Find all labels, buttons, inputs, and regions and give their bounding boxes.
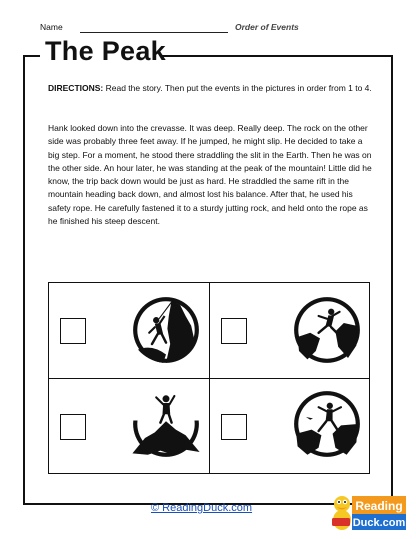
directions — [48, 82, 373, 95]
picture-cell — [49, 379, 210, 473]
climber-summit-icon — [131, 389, 201, 459]
climber-rope-icon — [131, 295, 201, 365]
story-text: Hank looked down into the crevasse. It was deep. Really deep. The rock on the other side was probably three feet away. If he jumped, he might slip. He decided to take a big step. For a moment, he stood there straddling the slit in the Earth. Then he was on the other side. An hour later, he was standing at the peak of the mountain! Little did he know, the trip back down would be just as hard. He straddled the same rift in the mountain heading back down, and almost lost his balance. After that, he used his safety rope. He carefully fastened it to a sturdy jutting rock, and held onto the rope as he finished his steep descent. — [48, 123, 372, 227]
picture-cell — [49, 283, 210, 379]
answer-box[interactable] — [221, 318, 247, 344]
logo-text-duck: Duck.com — [352, 517, 406, 529]
reading-duck-logo — [328, 488, 408, 534]
picture-cell — [210, 379, 369, 473]
answer-box[interactable] — [60, 318, 86, 344]
directions-text: Read the story. Then put the events in the pictures in order from 1 to 4. — [103, 83, 372, 93]
name-field[interactable] — [80, 32, 228, 33]
picture-cell — [210, 283, 369, 379]
worksheet-type: Order of Events — [235, 22, 299, 32]
footer-link[interactable]: © ReadingDuck.com — [151, 502, 253, 514]
climber-leaping-icon — [292, 295, 362, 365]
page-title: The Peak — [45, 36, 166, 66]
name-label: Name — [40, 22, 63, 32]
answer-box[interactable] — [221, 414, 247, 440]
directions-label: DIRECTIONS: — [48, 83, 104, 93]
logo-text-reading: Reading — [355, 499, 403, 513]
climber-straddle-icon — [292, 389, 362, 459]
answer-box[interactable] — [60, 414, 86, 440]
picture-grid — [48, 282, 370, 474]
